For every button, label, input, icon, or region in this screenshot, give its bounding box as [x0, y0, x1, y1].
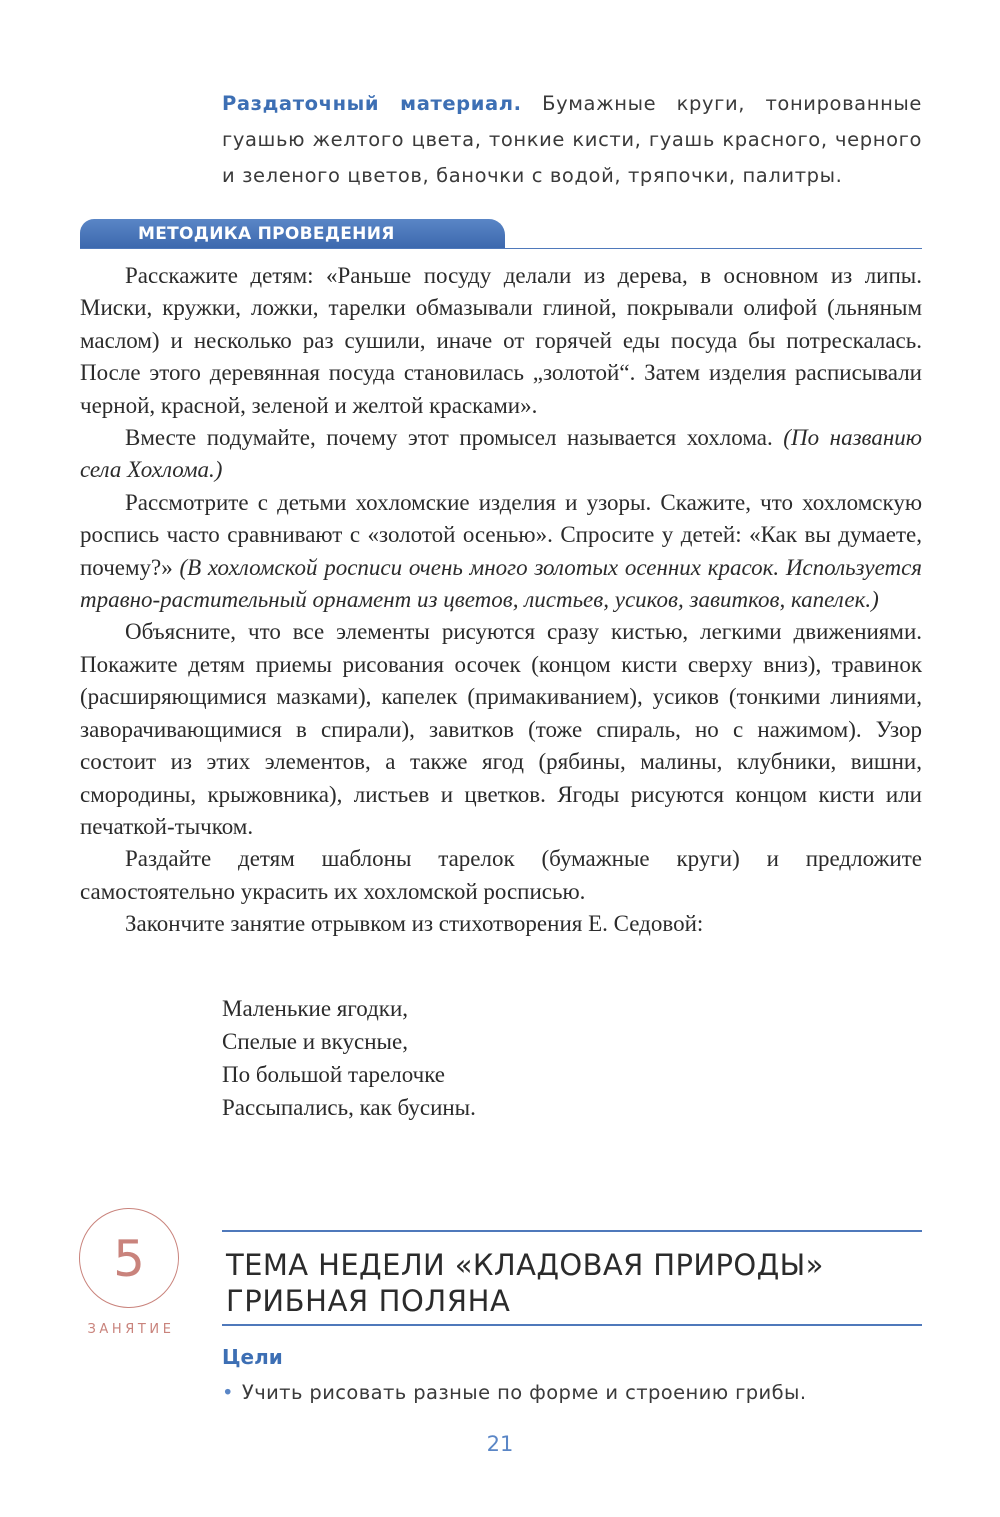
paragraph-3-text: Рассмотрите с детьми хохломские изделия и узоры. Скажите, что хохломскую роспись часто сравнивают с «золотой осенью». Спросите у детей: «Как вы думаете, почему?»	[80, 489, 922, 580]
lesson-rule-bottom	[222, 1324, 922, 1326]
lesson-label: ЗАНЯТИЕ	[87, 1322, 175, 1337]
handout-label: Раздаточный материал.	[222, 92, 522, 115]
paragraph-4: Объясните, что все элементы рисуются сразу кистью, легкими движениями. Покажите детям приемы рисования осочек (концом кисти сверху вниз), травинок (расширяющимися мазками), капелек (примакиванием), усиков (тонкими линиями, заворачивающимися в спирали), завитков (тоже спираль, но с нажимом). Узор состоит из этих элементов, а также ягод (рябины, малины, клубники, вишни, смородины, крыжовника), листьев и цветков. Ягоды рисуются концом кисти или печаткой-тычком.	[80, 619, 922, 839]
poem-line: По большой тарелочке	[222, 1062, 446, 1087]
lesson-number-badge: 5	[79, 1208, 179, 1308]
section-rule	[80, 248, 922, 249]
goal-list-item	[222, 1378, 806, 1408]
poem-line: Рассыпались, как бусины.	[222, 1095, 476, 1120]
poem	[222, 992, 476, 1124]
handout-paragraph	[222, 86, 922, 194]
section-title: МЕТОДИКА ПРОВЕДЕНИЯ	[80, 219, 505, 249]
page-number: 21	[486, 1432, 514, 1456]
lesson-rule-top	[222, 1230, 922, 1232]
handout-text: Бумажные круги, тонированные гуашью желтого цвета, тонкие кисти, гуашь красного, черного и зеленого цветов, баночки с водой, тряпочки, палитры.	[222, 92, 923, 187]
section-header	[80, 219, 922, 249]
poem-line: Маленькие ягодки,	[222, 996, 408, 1021]
paragraph-6: Закончите занятие отрывком из стихотворения Е. Седовой:	[125, 911, 704, 937]
lesson-title: ГРИБНАЯ ПОЛЯНА	[226, 1284, 511, 1318]
bullet-icon: •	[222, 1381, 234, 1404]
paragraph-3	[80, 487, 922, 617]
paragraph-3-italic: (В хохломской росписи очень много золотых осенних красок. Используется травно-растительный орнамент из цветов, листьев, усиков, завитков, капелек.)	[80, 554, 922, 613]
goals-heading: Цели	[222, 1345, 283, 1369]
week-theme-title: ТЕМА НЕДЕЛИ «КЛАДОВАЯ ПРИРОДЫ»	[226, 1248, 824, 1282]
goal-text: Учить рисовать разные по форме и строению грибы.	[241, 1381, 807, 1404]
paragraph-5: Раздайте детям шаблоны тарелок (бумажные круги) и предложите самостоятельно украсить их хохломской росписью.	[80, 846, 922, 904]
paragraph-1: Расскажите детям: «Раньше посуду делали из дерева, в основном из липы. Миски, кружки, ложки, тарелки обмазывали глиной, покрывали олифой (льняным маслом) и несколько раз сушили, иначе от горячей еды посуда бы потрескалась. После этого деревянная посуда становилась „золотой“. Затем изделия расписывали черной, красной, зеленой и желтой красками».	[80, 263, 922, 418]
poem-line: Спелые и вкусные,	[222, 1029, 408, 1054]
paragraph-2-italic: (По названию села Хохлома.)	[80, 425, 922, 483]
paragraph-2-text: Вместе подумайте, почему этот промысел называется хохлома.	[125, 425, 773, 451]
body-text	[80, 260, 922, 941]
paragraph-2	[80, 422, 922, 487]
